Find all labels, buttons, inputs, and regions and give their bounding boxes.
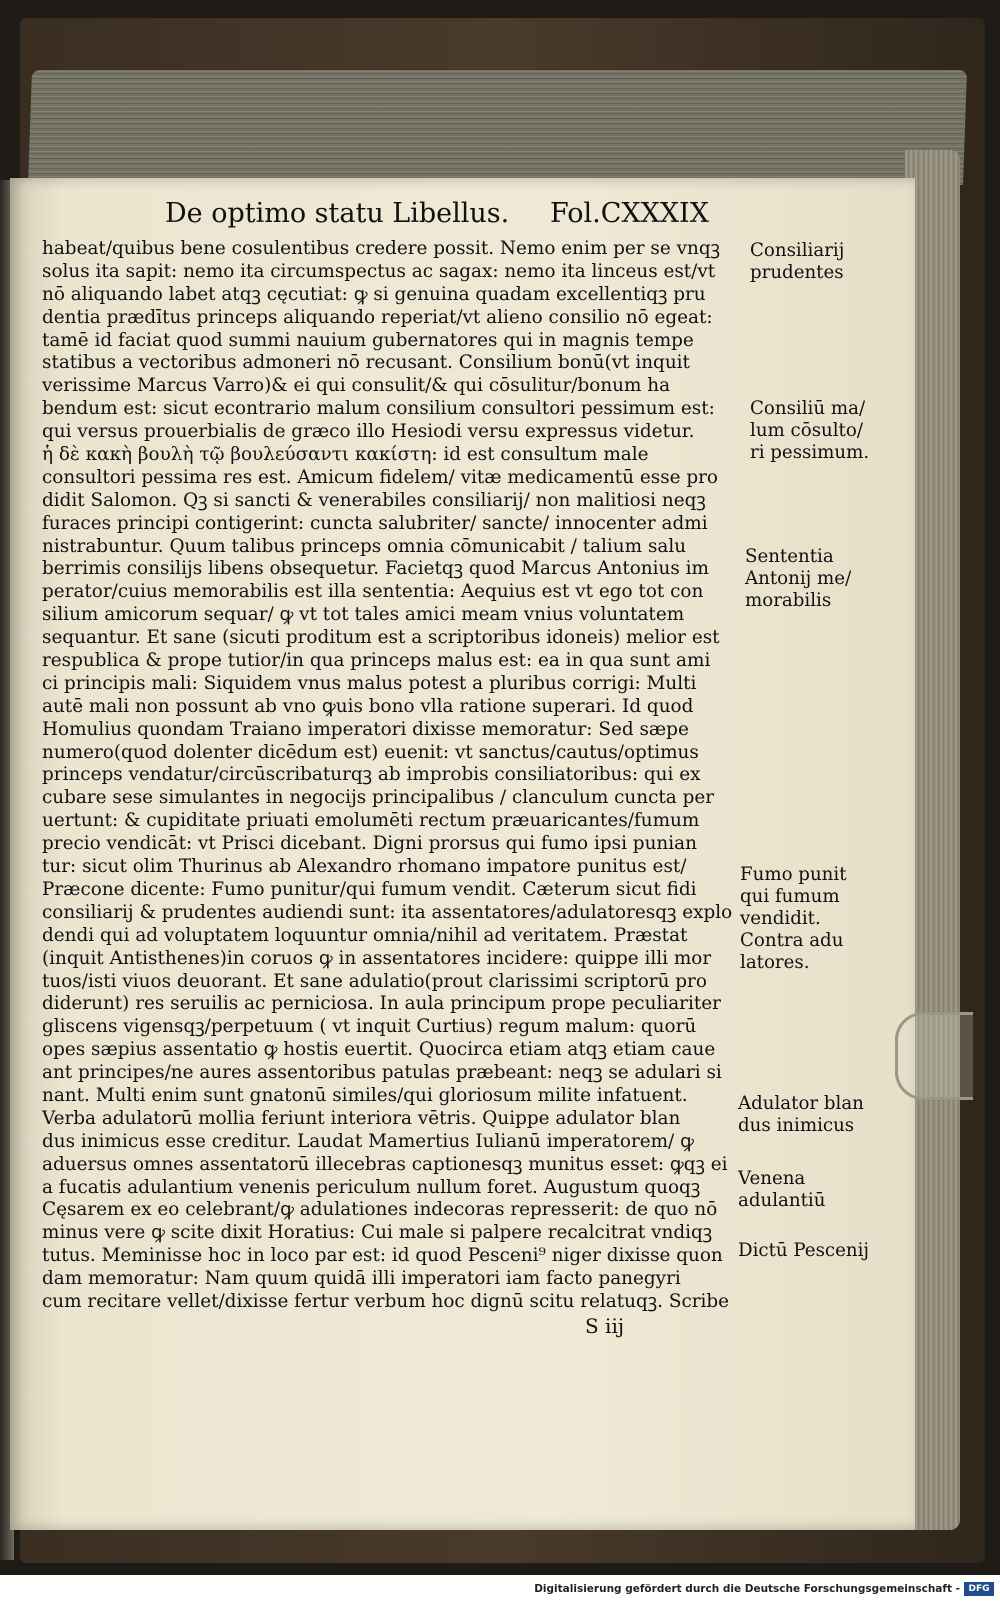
text-line: consultori pessima res est. Amicum fidelem/ vitæ medicamentū esse pro: [42, 466, 718, 488]
margin-note-line: prudentes: [750, 262, 844, 283]
margin-note-line: Venena: [738, 1168, 806, 1189]
text-line: perator/cuius memorabilis est illa sententia: Aequius est vt ego tot con: [42, 581, 704, 603]
margin-note-line: Contra adu: [740, 930, 844, 951]
page-clip: [895, 1012, 973, 1100]
text-line: furaces principi contigerint: cuncta salubriter/ sancte/ innocenter admi: [42, 512, 708, 534]
text-line: precio vendicāt: vt Prisci dicebant. Digni prorsus qui fumo ipsi punian: [42, 833, 697, 855]
margin-note-line: Consiliū ma/: [750, 398, 866, 419]
margin-note-line: Consiliarij: [750, 240, 845, 261]
page-edges-top: [28, 70, 967, 185]
text-line: Verba adulatorū mollia feriunt interiora vētris. Quippe adulator blan: [42, 1107, 681, 1129]
text-line: cum recitare vellet/dixisse fertur verbum hoc dignū scitu relatuqꝫ. Scribe: [42, 1290, 730, 1312]
margin-note-line: ri pessimum.: [750, 442, 870, 463]
main-text-block: [42, 238, 742, 1314]
text-line: ἡ δὲ κακὴ βουλὴ τῷ βουλεύσαντι κακίστη: id est consultum male: [42, 444, 649, 466]
text-line: bendum est: sicut econtrario malum consilium consultori pessimum est:: [42, 398, 715, 420]
margin-note-line: Fumo punit: [740, 864, 847, 885]
text-line: ant principes/ne aures assentoribus patulas præbeant: neqꝫ se adulari si: [42, 1062, 722, 1084]
margin-note: [738, 1168, 825, 1212]
margin-note: [745, 546, 851, 612]
text-line: nistrabuntur. Quum talibus princeps omnia cōmunicabit / talium salu: [42, 535, 687, 557]
signature-mark: S iij: [585, 1314, 625, 1338]
text-line: dam memoratur: Nam quum quidā illi imperatori iam facto panegyri: [42, 1268, 681, 1290]
text-line: tamē id faciat quod summi nauium gubernatores qui in magnis tempe: [42, 329, 694, 351]
text-line: statibus a vectoribus admoneri nō recusant. Consilium bonū(vt inquit: [42, 352, 690, 374]
text-line: dus inimicus esse creditur. Laudat Mamertius Iulianū imperatorem/ ꝙ: [42, 1130, 694, 1152]
margin-note-line: morabilis: [745, 590, 832, 611]
text-line: verissime Marcus Varro)& ei qui consulit/& qui cōsulitur/bonum ha: [42, 375, 671, 397]
text-line: a fucatis adulantium venenis periculum nullum foret. Augustum quoqꝫ: [42, 1176, 701, 1198]
text-line: dendi qui ad voluptatem loquuntur omnia/nihil ad veritatem. Præstat: [42, 924, 688, 946]
text-line: nant. Multi enim sunt gnatonū similes/qui gloriosum milite infatuent.: [42, 1084, 688, 1106]
text-line: sequantur. Et sane (sicuti proditum est a scriptoribus idoneis) melior est: [42, 627, 720, 649]
text-line: tutus. Meminisse hoc in loco par est: id quod Pesceni⁹ niger dixisse quon: [42, 1245, 723, 1267]
text-line: opes sæpius assentatio ꝙ hostis euertit. Quocirca etiam atqꝫ etiam caue: [42, 1039, 716, 1061]
text-line: tur: sicut olim Thurinus ab Alexandro rhomano impatore punitus est/: [42, 856, 687, 878]
margin-note: [740, 864, 847, 974]
margin-note-line: lum cōsulto/: [750, 420, 863, 441]
text-line: silium amicorum sequar/ ꝙ vt tot tales amici meam vnius voluntatem: [42, 604, 685, 626]
text-line: gliscens vigensqꝫ/perpetuum ( vt inquit Curtius) regum malum: quorū: [42, 1016, 697, 1038]
header-title: De optimo statu Libellus.: [165, 198, 510, 229]
text-line: tuos/isti viuos deuorant. Et sane adulatio(prout clarissimi scriptorū pro: [42, 970, 707, 992]
dfg-logo: DFG: [964, 1582, 994, 1596]
text-line: nō aliquando labet atqꝫ cęcutiat: ꝙ si genuina quadam excellentiqꝫ pru: [42, 283, 706, 305]
digitization-footer: [0, 1575, 1000, 1605]
text-line: solus ita sapit: nemo ita circumspectus ac sagax: nemo ita linceus est/vt: [42, 260, 716, 282]
text-line: consiliarij & prudentes audiendi sunt: ita assentatores/adulatoresqꝫ explo: [42, 901, 733, 923]
text-line: uertunt: & cupiditate priuati emolumēti rectum præuaricantes/fumum: [42, 810, 700, 832]
margin-note-line: Antonij me/: [745, 568, 852, 589]
text-line: minus vere ꝙ scite dixit Horatius: Cui male si palpere recalcitrat vndiqꝫ: [42, 1222, 713, 1244]
text-line: qui versus prouerbialis de græco illo Hesiodi versu expressus videtur.: [42, 421, 695, 443]
text-line: aduersus omnes assentatorū illecebras captionesqꝫ munitus esset: ꝙqꝫ ei: [42, 1153, 728, 1175]
text-line: princeps vendatur/circūscribaturqꝫ ab improbis consiliatoribus: qui ex: [42, 764, 701, 786]
running-header: [165, 198, 709, 229]
text-line: Cęsarem ex eo celebrant/ꝙ adulationes indecoras represserit: de quo nō: [42, 1199, 718, 1221]
margin-note: [738, 1093, 864, 1137]
margin-note-line: qui fumum: [740, 886, 840, 907]
text-line: dentia prædītus princeps aliquando reperiat/vt alieno consilio nō egeat:: [42, 306, 713, 328]
text-line: habeat/quibus bene cosulentibus credere possit. Nemo enim per se vnqꝫ: [42, 238, 721, 259]
text-line: berrimis consilijs libens obsequetur. Facietqꝫ quod Marcus Antonius im: [42, 558, 709, 580]
text-line: cubare sese simulantes in negocijs principalibus / clanculum cuncta per: [42, 787, 715, 809]
margin-note: [750, 240, 844, 284]
margin-note-line: Adulator blan: [738, 1093, 864, 1114]
text-line: Præcone dicente: Fumo punitur/qui fumum vendit. Cæterum sicut fidi: [42, 878, 697, 900]
margin-note-line: latores.: [740, 952, 810, 973]
text-line: respublica & prope tutior/in qua princeps malus est: ea in qua sunt ami: [42, 650, 711, 672]
text-line: ci principis mali: Siquidem vnus malus potest a pluribus corrigi: Multi: [42, 672, 697, 694]
text-line: autē mali non possunt ab vno ꝙuis bono vlla ratione superari. Id quod: [42, 695, 694, 717]
margin-note: [738, 1240, 869, 1262]
margin-note-line: vendidit.: [740, 908, 821, 929]
margin-note-line: adulantiū: [738, 1190, 826, 1211]
text-line: numero(quod dolenter dicēdum est) euenit: vt sanctus/cautus/optimus: [42, 741, 699, 763]
text-line: didit Salomon. Qꝫ si sancti & venerabiles consiliarij/ non malitiosi neqꝫ: [42, 489, 706, 511]
text-line: diderunt) res seruilis ac perniciosa. In aula principum prope peculiariter: [42, 993, 721, 1015]
folio-number: Fol.CXXXIX: [550, 198, 709, 229]
margin-note-line: Sententia: [745, 546, 834, 567]
margin-note-line: dus inimicus: [738, 1115, 855, 1136]
text-line: (inquit Antisthenes)in coruos ꝙ in assentatores incidere: quippe illi mor: [42, 947, 712, 969]
text-line: Homulius quondam Traiano imperatori dixisse memoratur: Sed sæpe: [42, 718, 689, 740]
funding-credit: Digitalisierung gefördert durch die Deutsche Forschungsgemeinschaft -: [534, 1583, 960, 1595]
margin-note: [750, 398, 869, 464]
margin-note-line: Dictū Pescenij: [738, 1240, 870, 1261]
